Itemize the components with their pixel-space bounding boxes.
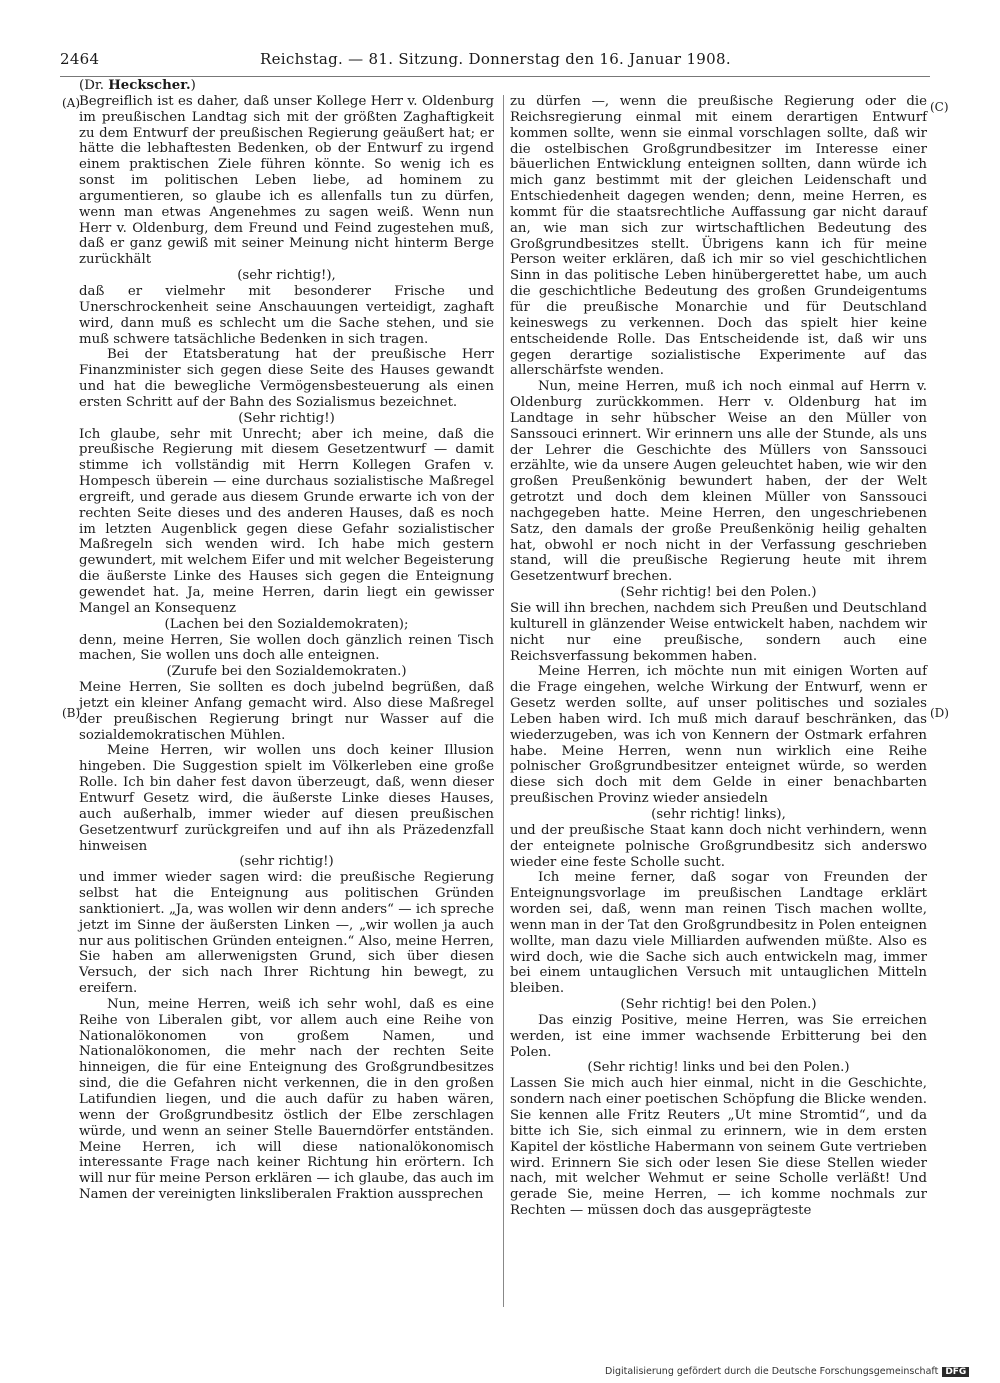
interjection: (sehr richtig!) [239,854,334,870]
interjection: (Sehr richtig!) [238,410,335,426]
interjection: (Sehr richtig! links und bei den Polen.) [587,1060,850,1076]
paragraph: daß er vielmehr mit besonderer Frische und Unerschrockenheit seine Anschauungen verteidigt, zaghaft wird, dann muß es schlecht um die Sache stehen, und sie muß schwere tatsächliche Bedenken in sich tragen. [79,283,494,347]
paragraph: Ich glaube, sehr mit Unrecht; aber ich meine, daß die preußische Regierung mit diesem Gesetzentwurf — damit stimme ich vollständig mit Herrn Kollegen Grafen v. Hompesch überein — eine durchaus sozialistische Maßregel ergreift, und gerade aus diesem Grunde erwarte ich von der rechten Seite dieses und des anderen Hauses, daß es noch im letzten Augenblick gegen diese Gefahr sozialistischer Maßregeln sich wenden wird. Ich habe mich gestern gewundert, mit welchem Eifer und mit welcher Begeisterung die äußerste Linke des Hauses sich gegen die Enteignung gewendet hat. Ja, meine Herren, darin liegt ein gewisser Mangel an Konsequenz [79,426,494,616]
header-rule [60,76,930,77]
page-number: 2464 [60,50,100,68]
margin-marker-c: (C) [930,100,949,114]
interjection: (Lachen bei den Sozialdemokraten); [164,616,409,632]
paragraph: denn, meine Herren, Sie wollen doch gänzlich reinen Tisch machen, Sie wollen uns doch alle enteignen. [79,632,494,664]
interjection: (sehr richtig!), [237,268,336,284]
paragraph: und der preußische Staat kann doch nicht verhindern, wenn der enteignete polnische Großgrundbesitz sich anderswo wieder eine feste Scholle sucht. [510,822,927,870]
speaker-label [79,78,494,94]
paragraph: Sie will ihn brechen, nachdem sich Preußen und Deutschland kulturell in glänzender Weise entwickelt haben, nachdem wir nicht nur eine preußische, sondern auch eine Reichsverfassung bekommen haben. [510,601,927,664]
interjection: (Zurufe bei den Sozialdemokraten.) [166,664,407,680]
margin-marker-b: (B) [62,706,81,720]
paragraph: Bei der Etatsberatung hat der preußische Herr Finanzminister sich gegen diese Seite des Hauses gewandt und hat die bewegliche Vermögensbesteuerung als einen ersten Schritt auf der Bahn des Sozialismus bezeichnet. [79,347,494,410]
margin-marker-a: (A) [62,96,81,110]
speaker-prefix: (Dr. [79,78,109,93]
paragraph: Ich meine ferner, daß sogar von Freunden der Enteignungsvorlage im preußischen Landtage erklärt worden sei, daß, wenn man reinen Tisch machen wollte, wenn man in der Tat den Großgrundbesitz in Polen enteignen wollte, man dazu viele Milliarden aufwenden müßte. Also es wird doch, wie die Sache sich auch entwickeln mag, immer bei einem untauglichen Versuch mit untauglichen Mitteln bleiben. [510,870,927,997]
footer-text: Digitalisierung gefördert durch die Deutsche Forschungsgemeinschaft [605,1366,939,1377]
interjection: (Sehr richtig! bei den Polen.) [620,997,817,1013]
paragraph: Nun, meine Herren, muß ich noch einmal auf Herrn v. Oldenburg zurückkommen. Herr v. Oldenburg hat im Landtage in sehr hübscher Weise an den Müller von Sanssouci erinnert. Wir erinnern uns alle der Stunde, als uns der Lehrer die Geschichte des Müllers von Sanssouci erzählte, wie da unsere Augen geleuchtet haben, wie wir den großen Preußenkönig bewundert haben, der der Welt getrotzt und doch dem kleinen Müller von Sanssouci nachgegeben hatte. Meine Herren, den ungeschriebenen Satz, den damals der große Preußenkönig heilig gehalten hat, obwohl er noch nicht in der Verfassung geschrieben stand, will die preußische Regierung heute mit ihrem Gesetzentwurf brechen. [510,379,927,585]
digitization-footer [605,1366,980,1380]
left-column [79,78,494,1203]
paragraph: Meine Herren, Sie sollten es doch jubelnd begrüßen, daß jetzt ein kleiner Anfang gemacht wird. Also diese Maßregel der preußischen Regierung bringt nur Wasser auf die sozialdemokratischen Mühlen. [79,680,494,743]
interjection: (Sehr richtig! bei den Polen.) [620,585,817,601]
paragraph: und immer wieder sagen wird: die preußische Regierung selbst hat die Enteignung aus politischen Gründen sanktioniert. „Ja, was wollen wir denn anders“ — ich spreche jetzt im Sinne der äußersten Linken —, „wir wollen ja auch nur aus politischen Gründen enteignen.“ Also, meine Herren, Sie haben am allerwenigsten Grund, sich über diesen Versuch, der sich nach Ihrer Richtung hin bewegt, zu ereifern. [79,870,494,997]
paragraph: Das einzig Positive, meine Herren, was Sie erreichen werden, ist eine immer wachsende Erbitterung bei den Polen. [510,1012,927,1060]
paragraph: Lassen Sie mich auch hier einmal, nicht in die Geschichte, sondern nach einer poetischen Schöpfung die Blicke wenden. Sie kennen alle Fritz Reuters „Ut mine Stromtid“, und da bitte ich Sie, sich einmal zu erinnern, wie in dem ersten Kapitel der köstliche Habermann von seinem Gute vertrieben wird. Erinnern Sie sich oder lesen Sie diese Stellen wieder nach, mit welcher Wehmut er seine Scholle verläßt! Und gerade Sie, meine Herren, — ich komme nochmals zur Rechten — müssen doch das ausgeprägteste [510,1076,927,1219]
speaker-suffix: ) [190,78,196,93]
paragraph: Nun, meine Herren, weiß ich sehr wohl, daß es eine Reihe von Liberalen gibt, vor allem auch eine Reihe von Nationalökonomen von großem Namen, und Nationalökonomen, die mehr nach der rechten Seite hinneigen, die für eine Enteignung des Großgrundbesitzes sind, die die Gefahren nicht verkennen, die in den großen Latifundien liegen, und die auch dafür zu haben wären, wenn der Großgrundbesitz östlich der Elbe zerschlagen würde, und wenn an seiner Stelle Bauerndörfer entständen. Meine Herren, ich will diese nationalökonomisch interessante Frage nach keiner Richtung hin erörtern. Ich will nur für meine Person erklären — ich glaube, das auch im Namen der vereinigten linksliberalen Fraktion aussprechen [79,996,494,1203]
speaker-name: Heckscher. [108,78,191,93]
right-column [510,78,927,1219]
margin-marker-d: (D) [930,706,949,720]
column-divider [503,95,504,1307]
paragraph: Begreiflich ist es daher, daß unser Kollege Herr v. Oldenburg im preußischen Landtag sich mit der größten Zaghaftigkeit zu dem Entwurf der preußischen Regierung geäußert hat; er hätte die lebhaftesten Bedenken, ob der Entwurf zu irgend einem praktischen Ziele führen könnte. So wenig ich es sonst im politischen Leben liebe, ad hominem zu argumentieren, so glaube ich es allenfalls tun zu dürfen, wenn man etwas Angenehmes zu sagen weiß. Wenn nun Herr v. Oldenburg, dem Freund und Feind zugestehen muß, daß er ganz gewiß mit seiner Meinung nicht hinterm Berge zurückhält [79,93,494,268]
paragraph: Meine Herren, wir wollen uns doch keiner Illusion hingeben. Die Suggestion spielt im Völkerleben eine große Rolle. Ich bin daher fest davon überzeugt, daß, wenn dieser Entwurf Gesetz wird, die äußerste Linke dieses Hauses, auch außerhalb, immer wieder auf diesen preußischen Gesetzentwurf zurückgreifen und auf ihn als Präzedenzfall hinweisen [79,743,494,854]
running-header [60,50,930,72]
dfg-logo: DFG [942,1367,969,1377]
paragraph: Meine Herren, ich möchte nun mit einigen Worten auf die Frage eingehen, welche Wirkung der Entwurf, wenn er Gesetz werden sollte, auf unser politisches und soziales Leben haben wird. Ich muß mich darauf beschränken, das wiederzugeben, was ich von Kennern der Ostmark erfahren habe. Meine Herren, wenn nun wirklich eine Reihe polnischer Großgrundbesitzer enteignet würde, so werden diese sich doch mit dem Gelde in einer benachbarten preußischen Provinz wieder ansiedeln [510,664,927,807]
paragraph: zu dürfen —, wenn die preußische Regierung oder die Reichsregierung einmal mit einem derartigen Entwurf kommen sollte, wenn sie einmal vorschlagen sollte, daß wir die ostelbischen Großgrundbesitzer im Interesse einer bäuerlichen Entwicklung enteignen sollten, dann würde ich mich ganz bestimmt mit der gleichen Leidenschaft und Entschiedenheit dagegen wenden; denn, meine Herren, es kommt für die staatsrechtliche Auffassung gar nicht darauf an, wie man sich zur wirtschaftlichen Bedeutung des Großgrundbesitzes stellt. Übrigens kann ich für meine Person weiter erklären, daß ich mir so viel geschichtlichen Sinn in das politische Leben hinübergerettet habe, um auch die geschichtliche Bedeutung des großen Grundeigentums für die preußische Monarchie und für Deutschland keineswegs zu verkennen. Doch das spielt hier keine entscheidende Rolle. Das Entscheidende ist, daß wir uns gegen derartige sozialistische Experimente auf das allerschärfste wenden. [510,94,927,379]
interjection: (sehr richtig! links), [651,806,786,822]
running-head: Reichstag. — 81. Sitzung. Donnerstag den 16. Januar 1908. [260,50,731,68]
